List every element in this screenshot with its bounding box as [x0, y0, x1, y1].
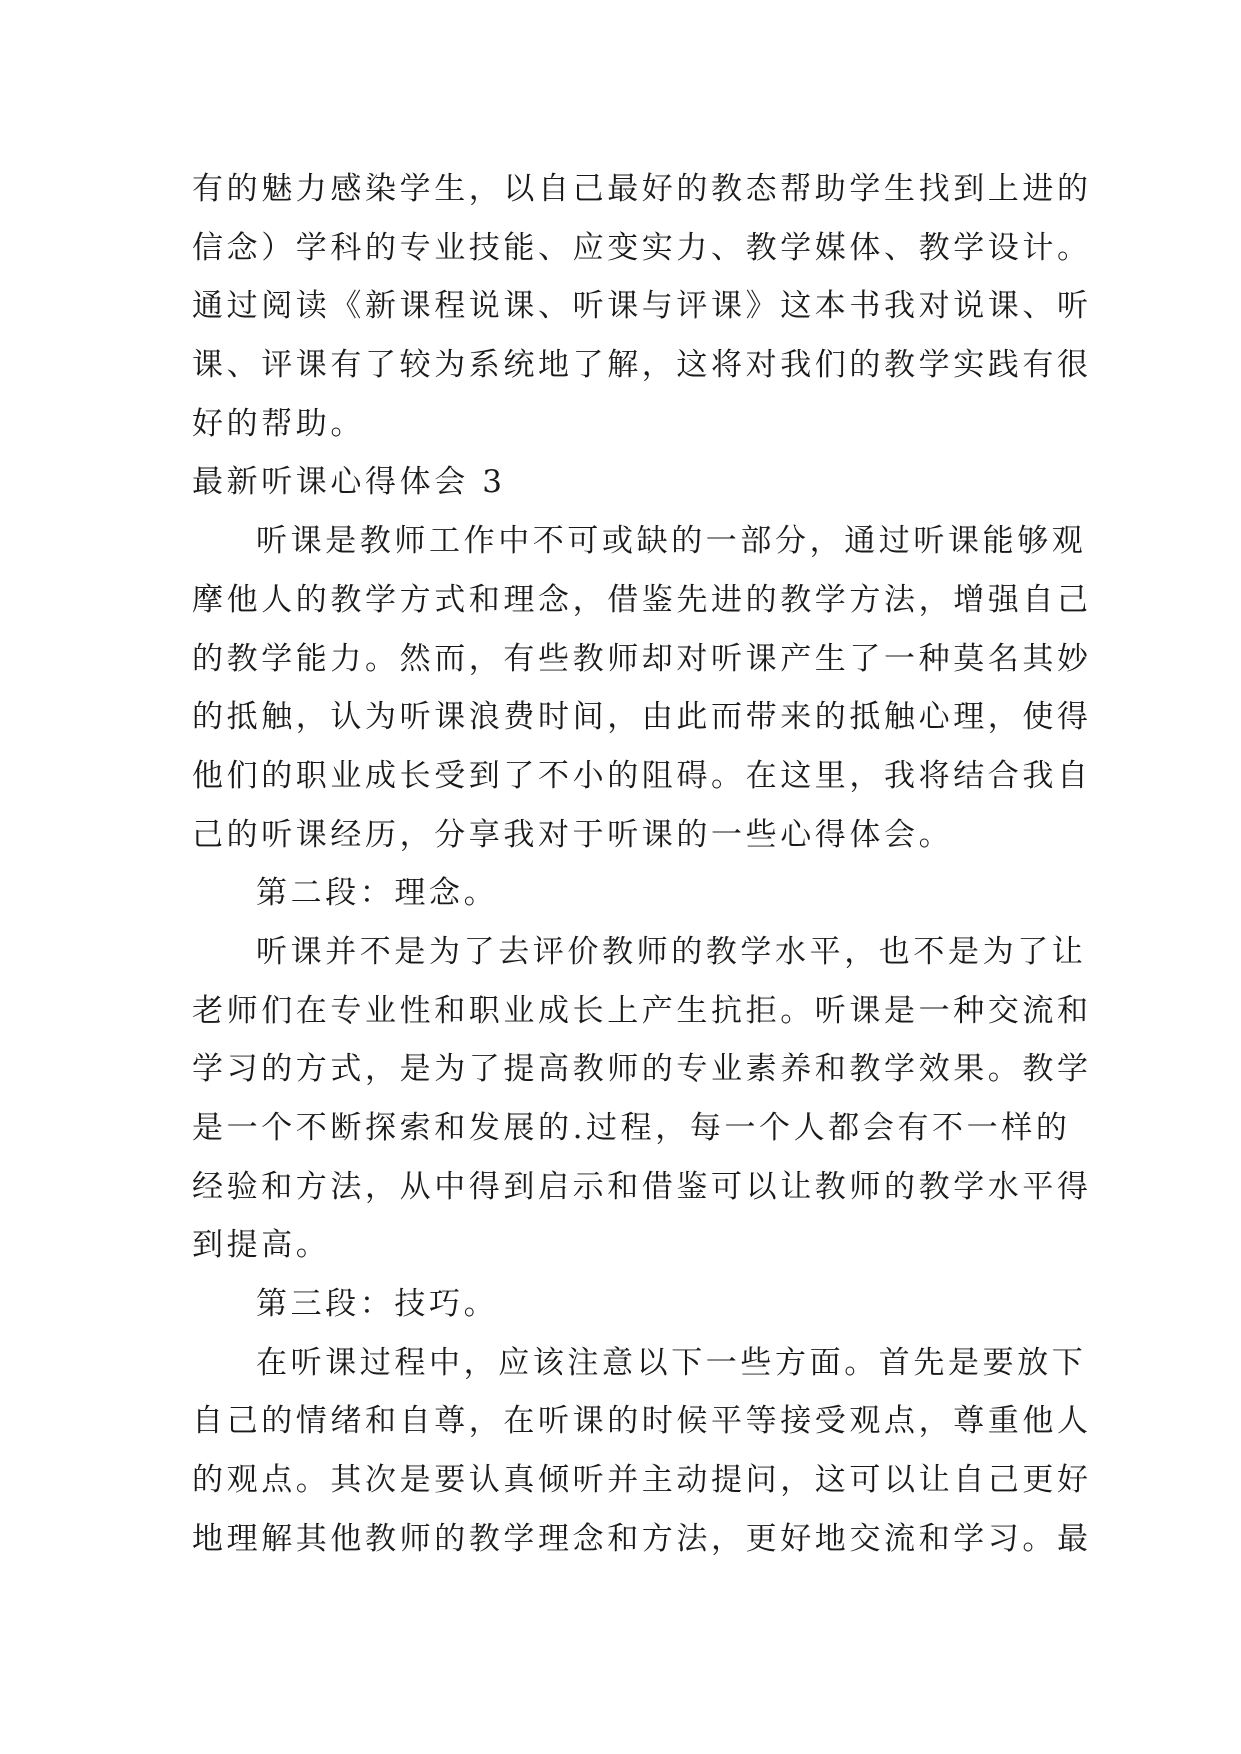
text-line: 老师们在专业性和职业成长上产生抗拒。听课是一种交流和: [192, 992, 1092, 1029]
text-line: 第三段：技巧。: [256, 1286, 499, 1323]
text-line: 信念）学科的专业技能、应变实力、教学媒体、教学设计。: [192, 229, 1092, 266]
body-text: [192, 160, 1092, 1569]
text-line: 第二段：理念。: [256, 875, 499, 912]
text-line: 听课是教师工作中不可或缺的一部分，通过听课能够观: [256, 523, 1087, 560]
text-line: 的观点。其次是要认真倾听并主动提问，这可以让自己更好: [192, 1462, 1092, 1499]
text-line: 有的魅力感染学生，以自己最好的教态帮助学生找到上进的: [192, 171, 1092, 207]
text-line: 己的听课经历，分享我对于听课的一些心得体会。: [192, 816, 954, 853]
text-line: 自己的情绪和自尊，在听课的时候平等接受观点，尊重他人: [192, 1403, 1092, 1440]
text-line: 的教学能力。然而，有些教师却对听课产生了一种莫名其妙: [192, 640, 1092, 677]
text-line: 摩他人的教学方式和理念，借鉴先进的教学方法，增强自己: [192, 581, 1092, 618]
text-line: 他们的职业成长受到了不小的阻碍。在这里，我将结合我自: [192, 757, 1092, 794]
text-line: 地理解其他教师的教学理念和方法，更好地交流和学习。最: [192, 1520, 1092, 1557]
text-line: 学习的方式，是为了提高教师的专业素养和教学效果。教学: [192, 1051, 1092, 1088]
text-line: 是一个不断探索和发展的.过程，每一个人都会有不一样的: [192, 1110, 1071, 1146]
text-line: 经验和方法，从中得到启示和借鉴可以让教师的教学水平得: [192, 1168, 1092, 1205]
text-line: 的抵触，认为听课浪费时间，由此而带来的抵触心理，使得: [192, 699, 1092, 736]
text-line: 课、评课有了较为系统地了解，这将对我们的教学实践有很: [192, 347, 1092, 384]
text-line: 通过阅读《新课程说课、听课与评课》这本书我对说课、听: [192, 288, 1092, 325]
text-line: 好的帮助。: [192, 405, 365, 442]
text-line: 听课并不是为了去评价教师的教学水平，也不是为了让: [256, 933, 1087, 970]
text-line: 最新听课心得体会 3: [192, 464, 506, 501]
text-line: 在听课过程中，应该注意以下一些方面。首先是要放下: [256, 1344, 1087, 1381]
text-line: 到提高。: [192, 1227, 331, 1264]
